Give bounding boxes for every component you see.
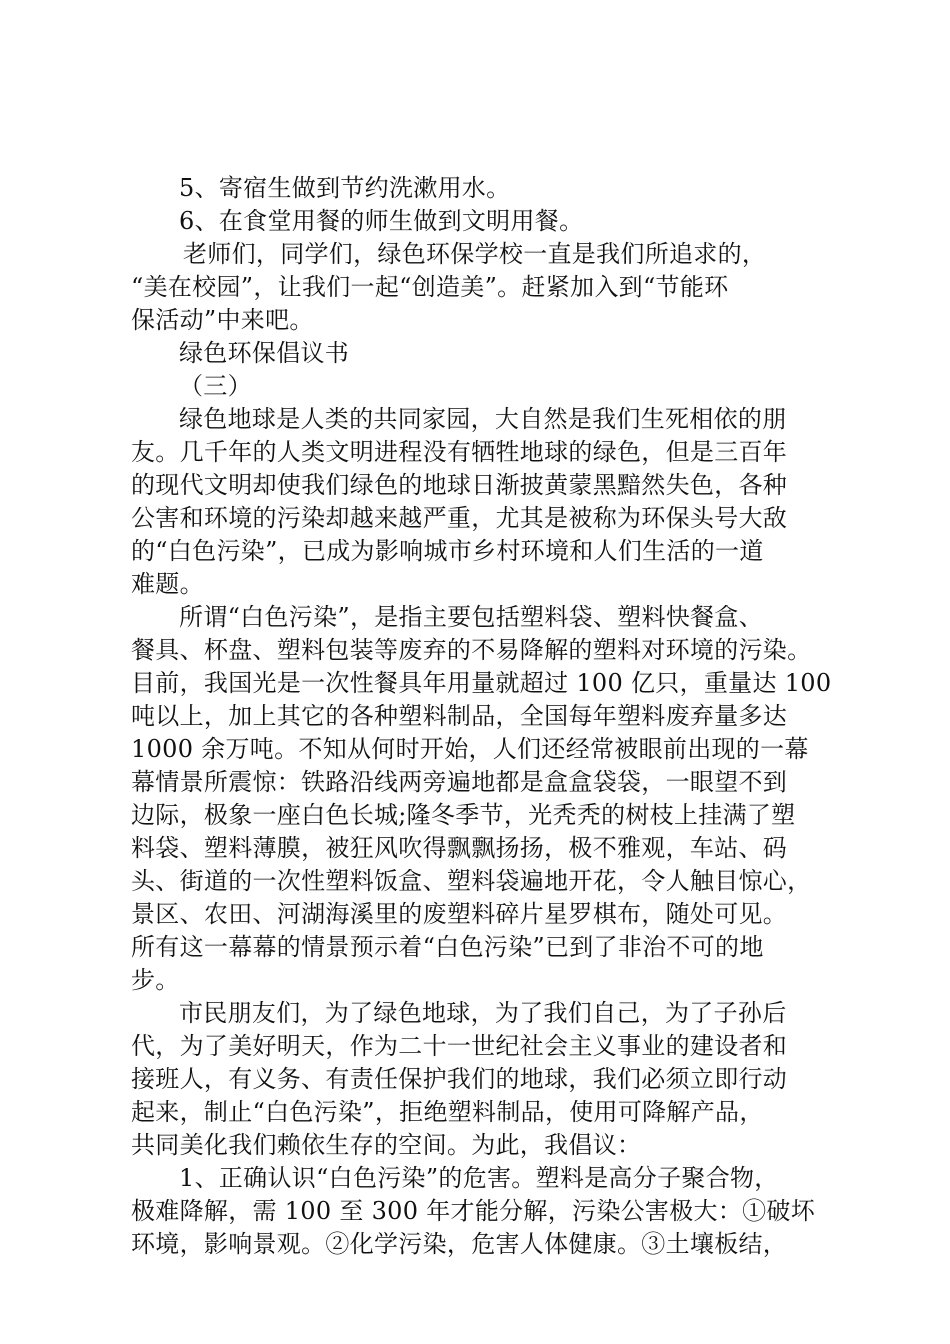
text-line: 5、寄宿生做到节约洗漱用水。 [179,174,511,202]
text-line: 步。 [131,966,180,994]
text-line: 景区、农田、河湖海溪里的废塑料碎片星罗棋布，随处可见。 [131,900,788,928]
text-line: 起来，制止“白色污染”，拒绝塑料制品，使用可降解产品， [131,1098,764,1126]
text-line: 难题。 [131,570,204,598]
text-line: 吨以上，加上其它的各种塑料制品，全国每年塑料废弃量多达 [131,702,788,730]
text-line: 老师们，同学们，绿色环保学校一直是我们所追求的， [183,240,767,268]
text-line: 绿色地球是人类的共同家园，大自然是我们生死相依的朋 [179,405,787,433]
text-line: 市民朋友们，为了绿色地球，为了我们自己，为了子孙后 [179,999,787,1027]
text-line: 接班人，有义务、有责任保护我们的地球，我们必须立即行动 [131,1065,788,1093]
text-line: 的现代文明却使我们绿色的地球日渐披黄蒙黑黯然失色，各种 [131,471,788,499]
text-line: 6、在食堂用餐的师生做到文明用餐。 [179,207,584,235]
text-line: 边际，极象一座白色长城;隆冬季节，光秃秃的树枝上挂满了塑 [131,801,796,829]
text-line: 的“白色污染”，已成为影响城市乡村环境和人们生活的一道 [131,537,764,565]
text-line: 代，为了美好明天，作为二十一世纪社会主义事业的建设者和 [131,1032,788,1060]
text-line: 目前，我国光是一次性餐具年用量就超过 100 亿只，重量达 100 [131,669,832,697]
text-line: 极难降解，需 100 至 300 年才能分解，污染公害极大：①破坏 [131,1197,816,1225]
text-line: 所谓“白色污染”，是指主要包括塑料袋、塑料快餐盒、 [179,603,764,631]
text-line: 幕情景所震惊：铁路沿线两旁遍地都是盒盒袋袋，一眼望不到 [131,768,788,796]
text-line: 料袋、塑料薄膜，被狂风吹得飘飘扬扬，极不雅观，车站、码 [131,834,788,862]
text-line: 餐具、杯盘、塑料包装等废弃的不易降解的塑料对环境的污染。 [131,636,812,664]
text-line: 公害和环境的污染却越来越严重，尤其是被称为环保头号大敌 [131,504,788,532]
document-body [131,172,831,1261]
section-number: （三） [179,372,252,400]
text-line: 保活动”中来吧。 [131,306,314,334]
text-line: 共同美化我们赖依生存的空间。为此，我倡议： [131,1131,642,1159]
text-line: 友。几千年的人类文明进程没有牺牲地球的绿色，但是三百年 [131,438,788,466]
text-line: 头、街道的一次性塑料饭盒、塑料袋遍地开花，令人触目惊心， [131,867,812,895]
text-line: “美在校园”，让我们一起“创造美”。赶紧加入到“节能环 [131,273,729,301]
text-line: 环境，影响景观。②化学污染，危害人体健康。③土壤板结， [131,1230,788,1258]
text-line: 1000 余万吨。不知从何时开始，人们还经常被眼前出现的一幕 [131,735,809,763]
text-line: 所有这一幕幕的情景预示着“白色污染”已到了非治不可的地 [131,933,764,961]
list-item: 1、正确认识“白色污染”的危害。塑料是高分子聚合物， [179,1164,779,1192]
section-title: 绿色环保倡议书 [179,339,350,367]
